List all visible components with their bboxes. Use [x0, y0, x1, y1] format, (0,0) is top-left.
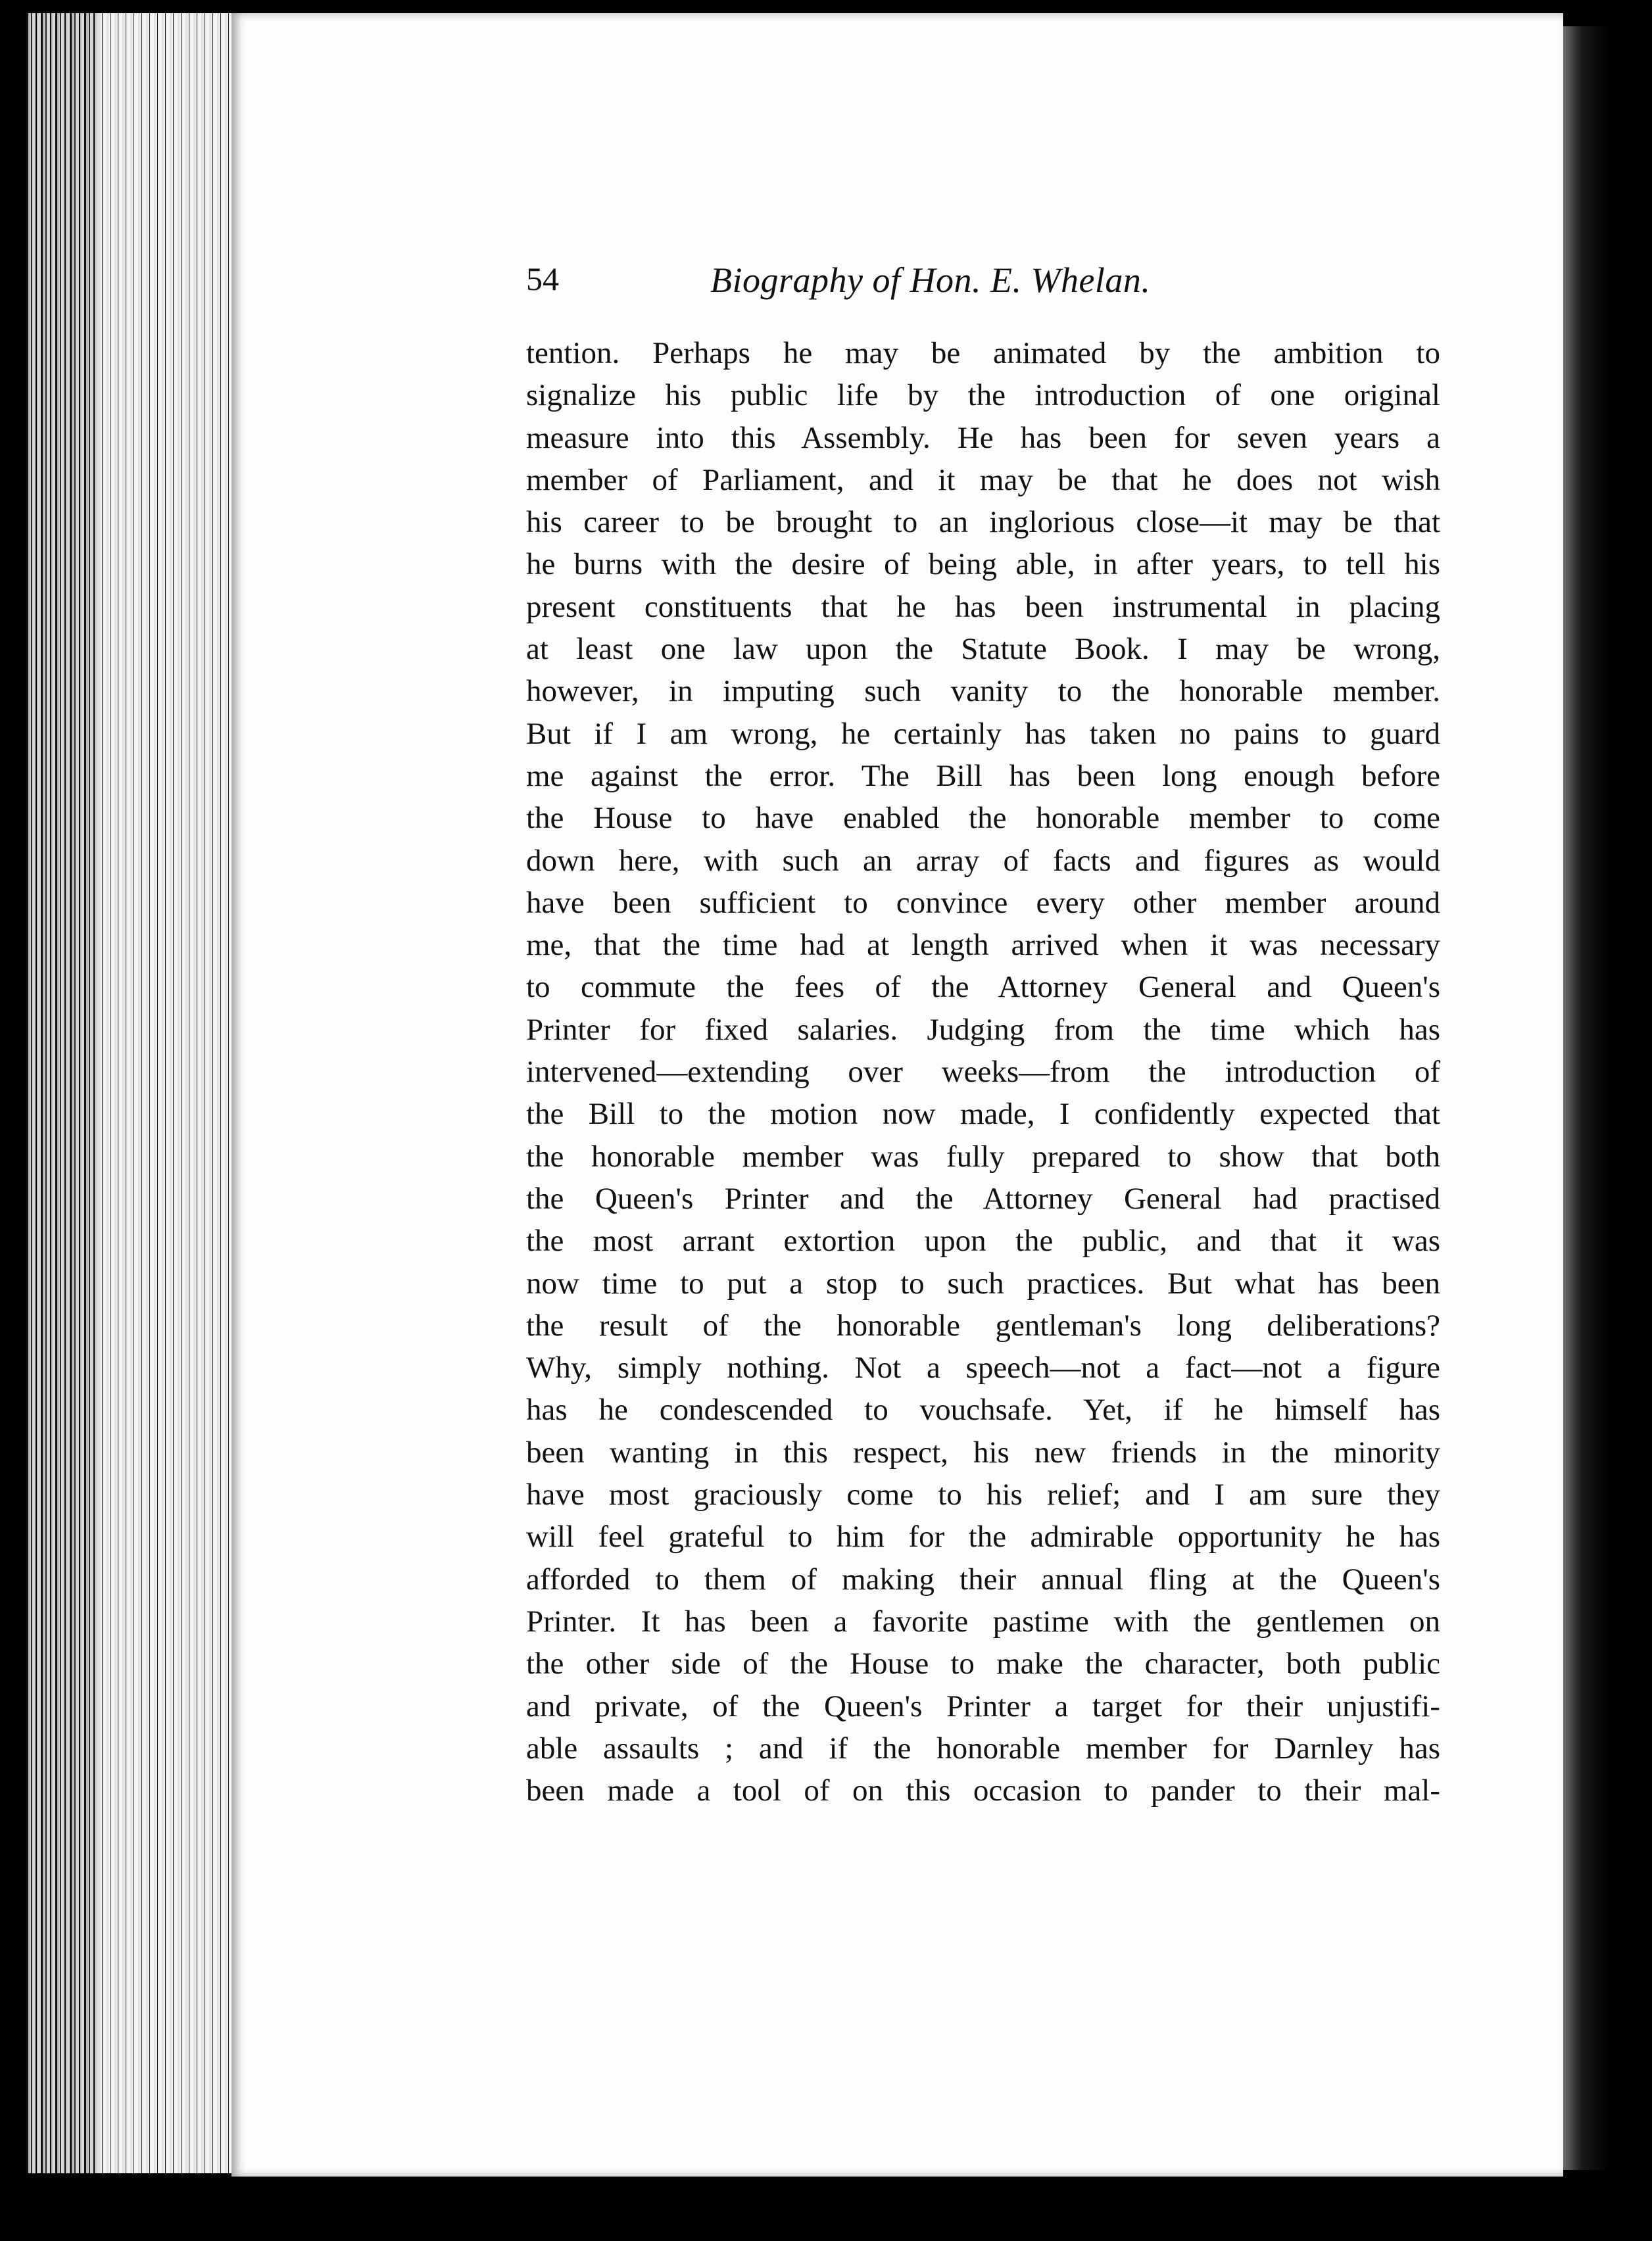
- book-page-edges-inner: [99, 13, 237, 2173]
- text-line: the most arrant extortion upon the public, and that it was: [526, 1224, 1440, 1259]
- text-line: will feel grateful to him for the admirable opportunity he has: [526, 1520, 1440, 1554]
- running-title: Biography of Hon. E. Whelan.: [710, 260, 1151, 300]
- text-line: has he condescended to vouchsafe. Yet, if he himself has: [526, 1393, 1440, 1428]
- text-line: afforded to them of making their annual fling at the Queen's: [526, 1562, 1440, 1597]
- book-binding-edge: [1563, 26, 1609, 2170]
- text-line: the House to have enabled the honorable member to come: [526, 801, 1440, 836]
- page-number: 54: [526, 260, 559, 297]
- text-line: member of Parliament, and it may be that he does not wish: [526, 462, 1440, 497]
- text-line: down here, with such an array of facts and figures as would: [526, 843, 1440, 878]
- text-line: he burns with the desire of being able, in after years, to tell his: [526, 547, 1440, 582]
- text-line: me against the error. The Bill has been long enough before: [526, 758, 1440, 793]
- text-line: have most graciously come to his relief; and I am sure they: [526, 1478, 1440, 1512]
- text-line: able assaults ; and if the honorable member for Darnley has: [526, 1731, 1440, 1766]
- text-line: signalize his public life by the introduction of one original: [526, 378, 1440, 413]
- text-line: tention. Perhaps he may be animated by the ambition to: [526, 336, 1440, 370]
- text-line: the other side of the House to make the character, both public: [526, 1647, 1440, 1681]
- text-line: now time to put a stop to such practices. But what has been: [526, 1266, 1440, 1301]
- body-text: [526, 332, 1440, 1812]
- text-line: to commute the fees of the Attorney General and Queen's: [526, 970, 1440, 1005]
- text-line: the Queen's Printer and the Attorney General had practised: [526, 1181, 1440, 1216]
- running-header: [526, 260, 1243, 306]
- text-line: Printer. It has been a favorite pastime with the gentlemen on: [526, 1604, 1440, 1639]
- text-line: me, that the time had at length arrived when it was necessary: [526, 928, 1440, 963]
- text-line: intervened—extending over weeks—from the introduction of: [526, 1055, 1440, 1090]
- text-line: been made a tool of on this occasion to pander to their mal-: [526, 1773, 1440, 1808]
- text-line: have been sufficient to convince every other member around: [526, 885, 1440, 920]
- text-line: present constituents that he has been instrumental in placing: [526, 589, 1440, 624]
- text-line: at least one law upon the Statute Book. I may be wrong,: [526, 632, 1440, 667]
- text-line: Why, simply nothing. Not a speech—not a fact—not a figure: [526, 1351, 1440, 1386]
- text-line: the result of the honorable gentleman's long deliberations?: [526, 1308, 1440, 1343]
- text-line: But if I am wrong, he certainly has taken no pains to guard: [526, 716, 1440, 751]
- text-line: the Bill to the motion now made, I confidently expected that: [526, 1097, 1440, 1132]
- text-line: the honorable member was fully prepared to show that both: [526, 1139, 1440, 1174]
- text-line: measure into this Assembly. He has been for seven years a: [526, 420, 1440, 455]
- text-line: Printer for fixed salaries. Judging from the time which has: [526, 1012, 1440, 1047]
- text-line: and private, of the Queen's Printer a target for their unjustifi-: [526, 1689, 1440, 1723]
- text-line: however, in imputing such vanity to the honorable member.: [526, 674, 1440, 709]
- text-line: been wanting in this respect, his new friends in the minority: [526, 1435, 1440, 1470]
- text-line: his career to be brought to an inglorious close—it may be that: [526, 505, 1440, 540]
